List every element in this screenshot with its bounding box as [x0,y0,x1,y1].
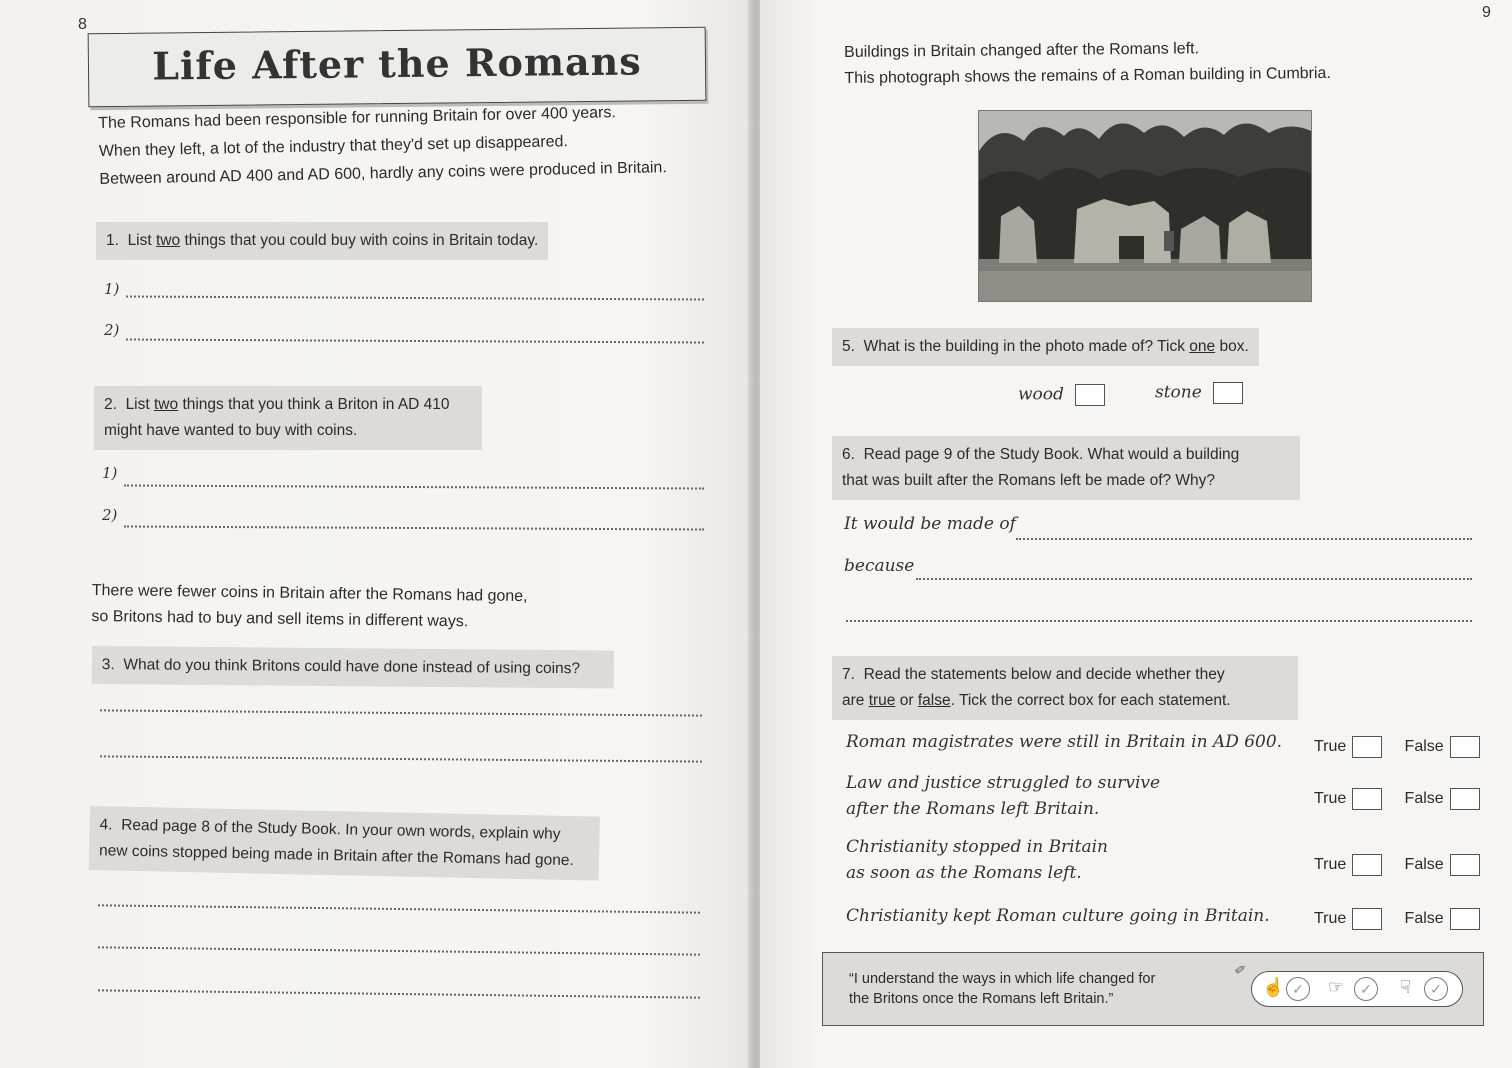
answer-label: 2) [104,321,120,339]
question-text: new coins stopped being made in Britain after the Romans had gone. [98,842,574,870]
intro-line: The Romans had been responsible for running Britain for over 400 years. [98,104,616,132]
question-7 [832,656,1298,720]
emphasis-word: two [154,396,179,413]
true-label: True [1314,910,1347,927]
true-checkbox[interactable] [1352,736,1382,758]
answer-line[interactable] [916,578,1472,580]
info-line: so Britons had to buy and sell items in different ways. [91,607,469,631]
question-text: Read page 9 of the Study Book. What would a building [863,446,1240,463]
question-text: might have wanted to buy with coins. [104,422,358,439]
stone-checkbox[interactable] [1213,382,1243,404]
question-number: 4. [99,816,113,834]
info-paragraph [91,578,527,636]
statement-2-choices [1314,788,1480,810]
option-label: stone [1155,382,1202,403]
answer-label: 2) [102,506,118,524]
false-label: False [1404,738,1444,755]
question-text: things that you could buy with coins in Britain today. [184,232,539,249]
answer-line[interactable] [846,620,1472,622]
answer-label: 1) [104,280,120,298]
thumbs-down-icon: ☟ [1400,977,1411,997]
photo-caption [844,35,1331,92]
option-wood [1018,384,1105,406]
statement-4 [846,906,1270,926]
prompt-because: because [844,556,915,576]
statement-line: Christianity kept Roman culture going in Britain. [846,906,1270,926]
page-title: Life After the Romans [152,38,642,89]
question-number: 3. [101,656,115,674]
question-text: that was built after the Romans left be made of? Why? [842,472,1216,489]
question-number: 1. [106,232,119,249]
question-number: 2. [104,396,117,413]
statement-1-choices [1314,736,1480,758]
statement-line: Roman magistrates were still in Britain in AD 600. [846,732,1283,752]
option-label: wood [1018,384,1064,405]
false-checkbox[interactable] [1450,788,1480,810]
question-text: are [842,692,865,709]
caption-line: Buildings in Britain changed after the Romans left. [844,40,1200,61]
statement-2 [846,770,1160,822]
statement-3 [846,834,1108,886]
true-label: True [1314,856,1347,873]
answer-line[interactable] [126,338,704,343]
question-text: box. [1219,338,1249,355]
true-checkbox[interactable] [1352,908,1382,930]
true-checkbox[interactable] [1352,854,1382,876]
emphasis-word: one [1189,338,1216,355]
question-text: What do you think Britons could have done instead of using coins? [123,656,581,678]
question-3 [92,646,614,689]
answer-line[interactable] [1016,538,1472,540]
self-assessment-statement [849,969,1155,1009]
page-number: 9 [1482,4,1491,21]
answer-line[interactable] [98,989,700,998]
option-stone [1155,382,1243,404]
thumbs-sideways-icon: ☞ [1328,977,1345,997]
question-4 [89,806,600,881]
info-line: There were fewer coins in Britain after the Romans had gone, [91,581,528,606]
question-5 [832,328,1259,366]
emphasis-word: false [917,692,951,709]
statement-line: “I understand the ways in which life changed for [849,971,1156,987]
statement-line: as soon as the Romans left. [846,863,1082,883]
false-checkbox[interactable] [1450,908,1480,930]
right-page [760,0,1512,1068]
answer-line[interactable] [98,946,700,955]
question-text: Read the statements below and decide whether they [863,666,1225,683]
question-number: 5. [842,338,855,355]
emphasis-word: true [868,692,896,709]
false-label: False [1404,790,1444,807]
question-6 [832,436,1300,500]
pencil-icon: ✏ [1231,959,1250,980]
statement-1 [846,732,1282,752]
left-page [0,0,752,1068]
thumbs-up-icon: ☝ [1262,977,1285,997]
question-text: things that you think a Briton in AD 410 [182,396,450,413]
question-1 [96,222,548,260]
answer-line[interactable] [124,525,704,530]
question-text: or [899,692,914,709]
answer-line[interactable] [100,709,702,716]
self-assessment-box [822,952,1484,1026]
statement-line: after the Romans left Britain. [846,799,1100,819]
statement-4-choices [1314,908,1480,930]
tick-circle-1[interactable]: ✓ [1286,977,1310,1001]
question-text: List [125,396,150,413]
false-checkbox[interactable] [1450,854,1480,876]
tick-circle-3[interactable]: ✓ [1424,977,1448,1001]
prompt-made-of: It would be made of [844,514,1016,534]
answer-line[interactable] [98,904,700,913]
tick-circle-2[interactable]: ✓ [1354,977,1378,1001]
title-banner [88,27,707,107]
true-checkbox[interactable] [1352,788,1382,810]
true-label: True [1314,738,1347,755]
question-text: Read page 8 of the Study Book. In your own words, explain why [120,816,561,843]
false-label: False [1404,856,1444,873]
emphasis-word: two [156,232,181,249]
intro-text [98,98,667,194]
question-text: List [127,232,152,249]
answer-line[interactable] [126,295,704,300]
wood-checkbox[interactable] [1075,384,1105,406]
question-2 [94,386,482,450]
question-number: 7. [842,666,855,683]
intro-line: When they left, a lot of the industry that they'd set up disappeared. [98,133,569,160]
statement-line: the Britons once the Romans left Britain.” [849,991,1114,1007]
page-number: 8 [78,16,87,33]
roman-ruins-photo [978,110,1312,302]
answer-line[interactable] [124,484,704,489]
caption-line: This photograph shows the remains of a Roman building in Cumbria. [844,64,1331,87]
statement-3-choices [1314,854,1480,876]
question-text: . Tick the correct box for each statement. [950,692,1231,709]
question-number: 6. [842,446,855,463]
statement-line: Law and justice struggled to survive [846,773,1161,793]
true-label: True [1314,790,1347,807]
confidence-scale [1251,971,1463,1007]
answer-label: 1) [102,464,118,482]
question-text: What is the building in the photo made of? Tick [863,338,1185,355]
statement-line: Christianity stopped in Britain [846,837,1108,857]
false-label: False [1404,910,1444,927]
false-checkbox[interactable] [1450,736,1480,758]
intro-line: Between around AD 400 and AD 600, hardly any coins were produced in Britain. [99,159,667,188]
answer-line[interactable] [100,755,702,762]
